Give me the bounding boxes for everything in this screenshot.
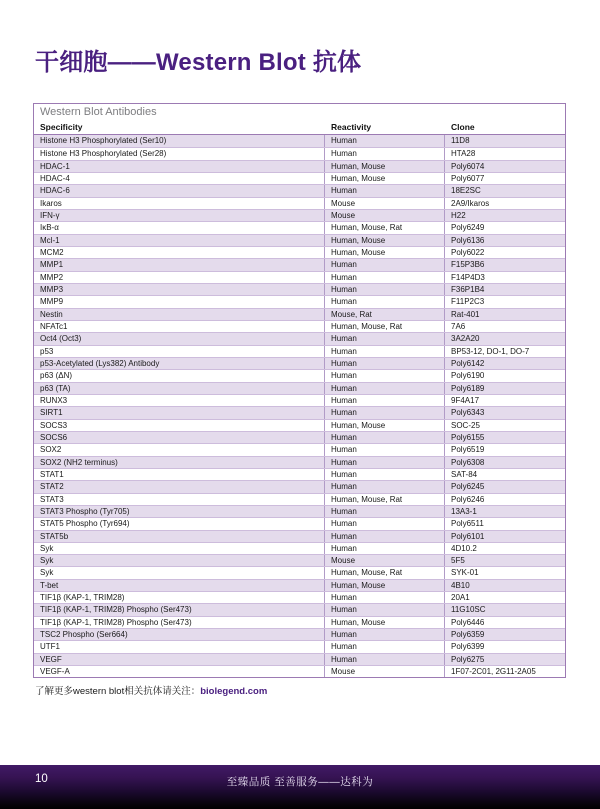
cell-reactivity: Human, Mouse, Rat — [325, 222, 445, 233]
cell-reactivity: Human — [325, 469, 445, 480]
cell-clone: Poly6399 — [451, 642, 485, 652]
table-row — [34, 308, 565, 320]
cell-clone: Poly6155 — [451, 432, 485, 442]
table-row — [34, 665, 565, 677]
table-row — [34, 345, 565, 357]
cell-clone: Poly6511 — [451, 519, 484, 529]
cell-specificity: TIF1β (KAP-1, TRIM28) — [34, 592, 325, 603]
table-row — [34, 209, 565, 221]
table-row — [34, 147, 565, 159]
table-row — [34, 419, 565, 431]
cell-reactivity: Human — [325, 654, 445, 665]
footer-bar — [0, 765, 600, 809]
cell-clone: 5F5 — [451, 556, 465, 566]
cell-clone: Poly6308 — [451, 457, 485, 467]
cell-specificity: IκB-α — [34, 222, 325, 233]
cell-reactivity: Mouse — [325, 666, 445, 677]
table-row — [34, 443, 565, 455]
cell-clone: Poly6022 — [451, 247, 485, 257]
table-row — [34, 653, 565, 665]
cell-specificity: RUNX3 — [34, 395, 325, 406]
cell-reactivity: Human — [325, 604, 445, 615]
cell-specificity: Mcl-1 — [34, 235, 325, 246]
cell-reactivity: Human — [325, 272, 445, 283]
table-row — [34, 184, 565, 196]
cell-clone: 13A3-1 — [451, 506, 477, 516]
table-row — [34, 542, 565, 554]
page-number: 10 — [35, 773, 48, 785]
cell-clone: Poly6246 — [451, 494, 485, 504]
cell-reactivity: Human — [325, 346, 445, 357]
cell-reactivity: Human — [325, 506, 445, 517]
table-row — [34, 616, 565, 628]
cell-specificity: Histone H3 Phosphorylated (Ser28) — [34, 148, 325, 159]
cell-specificity: MCM2 — [34, 247, 325, 258]
cell-specificity: SOX2 — [34, 444, 325, 455]
cell-specificity: SOCS3 — [34, 420, 325, 431]
cell-reactivity: Human — [325, 358, 445, 369]
cell-reactivity: Human, Mouse — [325, 420, 445, 431]
cell-clone: Poly6359 — [451, 630, 485, 640]
cell-specificity: SOCS6 — [34, 432, 325, 443]
table-row — [34, 566, 565, 578]
cell-specificity: HDAC-1 — [34, 161, 325, 172]
cell-clone: 20A1 — [451, 593, 470, 603]
table-row — [34, 554, 565, 566]
cell-specificity: NFATc1 — [34, 321, 325, 332]
cell-reactivity: Human — [325, 481, 445, 492]
cell-clone: F11P2C3 — [451, 297, 485, 307]
cell-specificity: STAT3 — [34, 494, 325, 505]
table-row — [34, 456, 565, 468]
cell-reactivity: Human — [325, 383, 445, 394]
table-row — [34, 493, 565, 505]
table-row — [34, 172, 565, 184]
table-row — [34, 468, 565, 480]
table-row — [34, 295, 565, 307]
cell-reactivity: Human, Mouse, Rat — [325, 567, 445, 578]
cell-specificity: p53-Acetylated (Lys382) Antibody — [34, 358, 325, 369]
cell-specificity: STAT1 — [34, 469, 325, 480]
table-row — [34, 234, 565, 246]
cell-reactivity: Human — [325, 432, 445, 443]
cell-specificity: Oct4 (Oct3) — [34, 333, 325, 344]
cell-clone: SAT-84 — [451, 469, 478, 479]
cell-specificity: STAT5 Phospho (Tyr694) — [34, 518, 325, 529]
cell-reactivity: Human — [325, 407, 445, 418]
cell-reactivity: Human — [325, 185, 445, 196]
cell-specificity: VEGF-A — [34, 666, 325, 677]
cell-specificity: STAT3 Phospho (Tyr705) — [34, 506, 325, 517]
cell-clone: H22 — [451, 210, 466, 220]
table-row — [34, 530, 565, 542]
column-header-specificity: Specificity — [40, 122, 83, 132]
page-title: 干细胞——Western Blot 抗体 — [35, 49, 362, 76]
table-title: Western Blot Antibodies — [40, 106, 157, 118]
table-header-row — [34, 120, 565, 135]
cell-specificity: MMP3 — [34, 284, 325, 295]
cell-specificity: SOX2 (NH2 terminus) — [34, 457, 325, 468]
cell-specificity: p63 (ΔN) — [34, 370, 325, 381]
cell-reactivity: Human — [325, 457, 445, 468]
cell-clone: Poly6446 — [451, 617, 485, 627]
table-row — [34, 640, 565, 652]
cell-reactivity: Human — [325, 135, 445, 147]
table-row — [34, 258, 565, 270]
table-row — [34, 160, 565, 172]
cell-clone: 4D10.2 — [451, 543, 477, 553]
cell-specificity: VEGF — [34, 654, 325, 665]
cell-reactivity: Human — [325, 284, 445, 295]
table-row — [34, 591, 565, 603]
table-row — [34, 628, 565, 640]
cell-reactivity: Human, Mouse, Rat — [325, 494, 445, 505]
cell-clone: Poly6074 — [451, 161, 485, 171]
cell-reactivity: Human — [325, 543, 445, 554]
cell-clone: 4B10 — [451, 580, 470, 590]
cell-clone: HTA28 — [451, 149, 476, 159]
cell-clone: Poly6101 — [451, 531, 485, 541]
cell-specificity: p63 (TA) — [34, 383, 325, 394]
cell-reactivity: Mouse — [325, 555, 445, 566]
cell-clone: Rat-401 — [451, 309, 480, 319]
table-row — [34, 320, 565, 332]
cell-specificity: HDAC-6 — [34, 185, 325, 196]
table-row — [34, 382, 565, 394]
cell-reactivity: Mouse — [325, 198, 445, 209]
cell-reactivity: Human — [325, 148, 445, 159]
cell-specificity: Nestin — [34, 309, 325, 320]
cell-reactivity: Human — [325, 395, 445, 406]
cell-reactivity: Human, Mouse — [325, 235, 445, 246]
cell-clone: F15P3B6 — [451, 260, 485, 270]
table-row — [34, 135, 565, 147]
table-row — [34, 332, 565, 344]
cell-clone: F36P1B4 — [451, 284, 485, 294]
cell-reactivity: Human — [325, 531, 445, 542]
cell-clone: Poly6343 — [451, 408, 485, 418]
cell-reactivity: Human — [325, 641, 445, 652]
cell-reactivity: Human, Mouse, Rat — [325, 321, 445, 332]
cell-specificity: TSC2 Phospho (Ser664) — [34, 629, 325, 640]
cell-clone: Poly6249 — [451, 223, 485, 233]
note — [35, 683, 267, 697]
cell-clone: 9F4A17 — [451, 395, 480, 405]
cell-specificity: Syk — [34, 543, 325, 554]
cell-clone: Poly6077 — [451, 173, 485, 183]
cell-reactivity: Human — [325, 592, 445, 603]
cell-specificity: IFN-γ — [34, 210, 325, 221]
cell-specificity: Syk — [34, 555, 325, 566]
column-header-reactivity: Reactivity — [331, 122, 372, 132]
cell-specificity: HDAC-4 — [34, 173, 325, 184]
table-row — [34, 283, 565, 295]
cell-clone: 11D8 — [451, 136, 470, 145]
cell-clone: Poly6142 — [451, 358, 485, 368]
cell-specificity: p53 — [34, 346, 325, 357]
table-row — [34, 480, 565, 492]
table-row — [34, 271, 565, 283]
cell-clone: 3A2A20 — [451, 334, 480, 344]
table-row — [34, 369, 565, 381]
cell-specificity: Ikaros — [34, 198, 325, 209]
cell-reactivity: Human, Mouse — [325, 247, 445, 258]
cell-specificity: MMP2 — [34, 272, 325, 283]
cell-clone: Poly6190 — [451, 371, 485, 381]
biolegend-link[interactable]: biolegend.com — [200, 686, 268, 697]
table-body — [34, 135, 565, 677]
cell-specificity: TIF1β (KAP-1, TRIM28) Phospho (Ser473) — [34, 604, 325, 615]
cell-clone: Poly6189 — [451, 383, 485, 393]
table-row — [34, 505, 565, 517]
cell-specificity: UTF1 — [34, 641, 325, 652]
cell-clone: 7A6 — [451, 321, 466, 331]
cell-specificity: STAT5b — [34, 531, 325, 542]
cell-specificity: MMP9 — [34, 296, 325, 307]
cell-reactivity: Human — [325, 333, 445, 344]
cell-reactivity: Human, Mouse — [325, 173, 445, 184]
cell-clone: 2A9/Ikaros — [451, 198, 490, 208]
cell-specificity: STAT2 — [34, 481, 325, 492]
cell-specificity: Histone H3 Phosphorylated (Ser10) — [34, 135, 325, 147]
cell-reactivity: Human — [325, 518, 445, 529]
cell-clone: 1F07-2C01, 2G11-2A05 — [451, 667, 536, 677]
cell-specificity: MMP1 — [34, 259, 325, 270]
cell-reactivity: Mouse, Rat — [325, 309, 445, 320]
cell-reactivity: Human — [325, 259, 445, 270]
cell-clone: SYK-01 — [451, 568, 479, 578]
cell-specificity: Syk — [34, 567, 325, 578]
table-row — [34, 221, 565, 233]
cell-specificity: T-bet — [34, 580, 325, 591]
cell-reactivity: Human — [325, 370, 445, 381]
footer-slogan: 至臻品质 至善服务——达科为 — [226, 776, 374, 788]
cell-specificity: TIF1β (KAP-1, TRIM28) Phospho (Ser473) — [34, 617, 325, 628]
cell-clone: BP53-12, DO-1, DO-7 — [451, 346, 530, 356]
table-row — [34, 197, 565, 209]
table-row — [34, 394, 565, 406]
cell-clone: Poly6275 — [451, 654, 485, 664]
table-row — [34, 517, 565, 529]
cell-reactivity: Human, Mouse — [325, 161, 445, 172]
cell-clone: Poly6519 — [451, 445, 485, 455]
cell-clone: 11G10SC — [451, 605, 486, 615]
table-row — [34, 357, 565, 369]
cell-specificity: SIRT1 — [34, 407, 325, 418]
cell-clone: SOC-25 — [451, 420, 480, 430]
cell-clone: 18E2SC — [451, 186, 481, 196]
table-row — [34, 431, 565, 443]
cell-reactivity: Human, Mouse — [325, 617, 445, 628]
cell-clone: Poly6245 — [451, 482, 485, 492]
cell-clone: F14P4D3 — [451, 272, 485, 282]
cell-clone: Poly6136 — [451, 235, 485, 245]
cell-reactivity: Human — [325, 444, 445, 455]
table-row — [34, 246, 565, 258]
note-text: 了解更多western blot相关抗体请关注： — [35, 686, 201, 697]
cell-reactivity: Human — [325, 629, 445, 640]
cell-reactivity: Human, Mouse — [325, 580, 445, 591]
antibody-table — [33, 103, 566, 678]
table-row — [34, 579, 565, 591]
column-header-clone: Clone — [451, 122, 475, 132]
table-row — [34, 406, 565, 418]
cell-reactivity: Human — [325, 296, 445, 307]
cell-reactivity: Mouse — [325, 210, 445, 221]
table-row — [34, 603, 565, 615]
